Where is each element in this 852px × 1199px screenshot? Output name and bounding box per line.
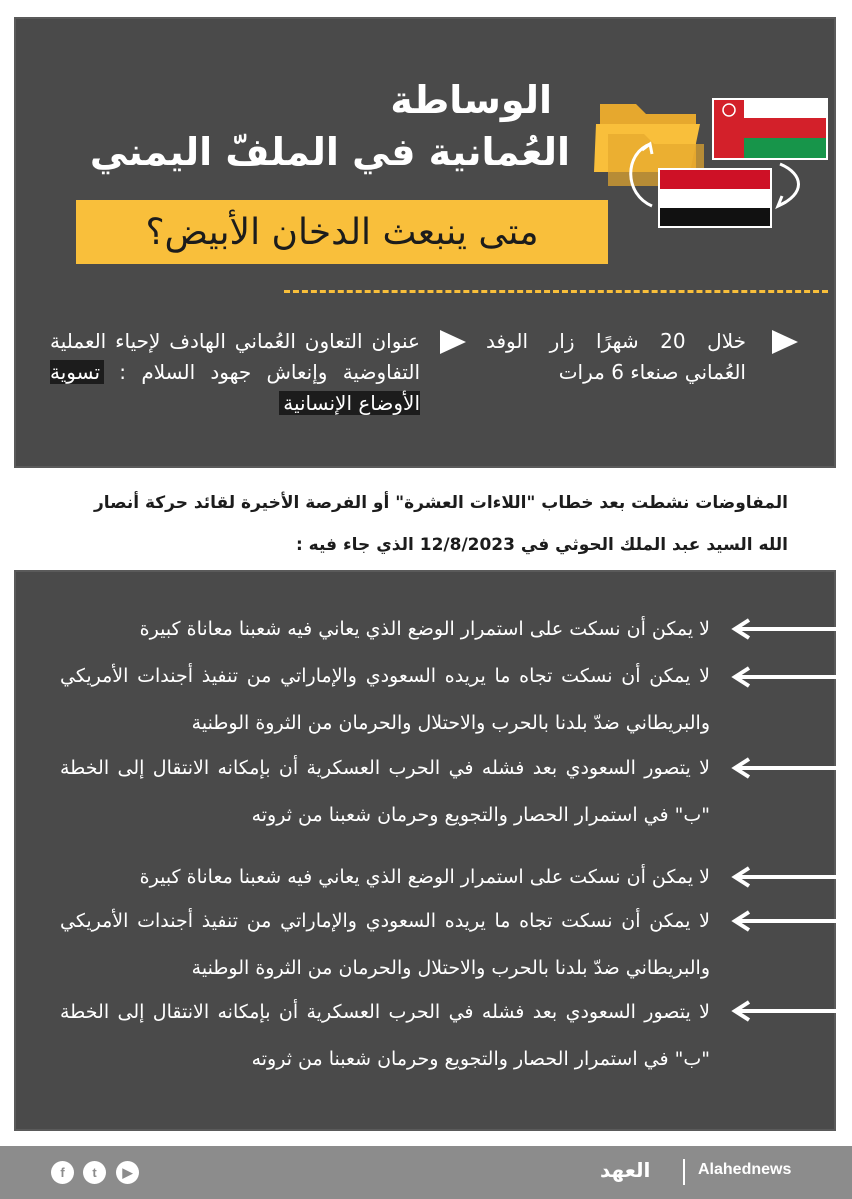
list-item: لا يمكن أن نسكت تجاه ما يريده السعودي والإماراتي من تنفيذ أجندات الأمريكي والبريطاني ضدّ بلدنا بالحرب والاحتلال والحرمان من الثروة الوطنية — [60, 665, 710, 734]
brand-name[interactable]: Alahednews — [698, 1161, 792, 1178]
page-subtitle: متى ينبعث الدخان الأبيض؟ — [76, 200, 608, 264]
list-item: لا يتصور السعودي بعد فشله في الحرب العسكرية أن بإمكانه الانتقال إلى الخطة "ب" في استمرار الحصار والتجويع وحرمان شعبنا من ثروته — [60, 1001, 710, 1070]
facebook-icon[interactable]: f — [51, 1161, 74, 1184]
header-illustration — [580, 74, 842, 234]
arrow-left-icon — [729, 757, 836, 779]
fact-cooperation — [50, 326, 420, 419]
brand-logo: العهد — [600, 1158, 651, 1182]
list-item: لا يتصور السعودي بعد فشله في الحرب العسكرية أن بإمكانه الانتقال إلى الخطة "ب" في استمرار الحصار والتجويع وحرمان شعبنا من ثروته — [60, 757, 710, 826]
page-title-line-2: العُمانية في الملفّ اليمني — [89, 130, 570, 174]
page-title-line-1: الوساطة — [390, 78, 552, 122]
yemen-flag-icon — [658, 168, 772, 228]
footer-bar — [0, 1146, 852, 1199]
chevron-left-icon — [772, 330, 798, 354]
fact-cooperation-text: عنوان التعاون العُماني الهادف لإحياء العملية التفاوضية وإنعاش جهود السلام : — [50, 329, 420, 384]
arrow-left-icon — [729, 618, 836, 640]
list-item: لا يمكن أن نسكت على استمرار الوضع الذي يعاني فيه شعبنا معاناة كبيرة — [139, 866, 710, 888]
dashed-divider — [284, 290, 828, 293]
youtube-icon[interactable]: ▶ — [116, 1161, 139, 1184]
arrow-left-icon — [729, 910, 836, 932]
list-item: لا يمكن أن نسكت على استمرار الوضع الذي يعاني فيه شعبنا معاناة كبيرة — [139, 618, 710, 640]
intro-text: المفاوضات نشطت بعد خطاب "اللاءات العشرة" أو الفرصة الأخيرة لقائد حركة أنصار الله السيد عبد الملك الحوثي في 12/8/2023 الذي جاء فيه : — [93, 493, 788, 555]
fact-visits: خلال 20 شهرًا زار الوفد العُماني صنعاء 6 مرات — [486, 329, 746, 384]
arrow-left-icon — [729, 1000, 836, 1022]
arrow-left-icon — [729, 666, 836, 688]
fact-cooperation-highlight: تسوية الأوضاع الإنسانية — [50, 360, 420, 415]
list-item: لا يمكن أن نسكت تجاه ما يريده السعودي والإماراتي من تنفيذ أجندات الأمريكي والبريطاني ضدّ بلدنا بالحرب والاحتلال والحرمان من الثروة الوطنية — [60, 910, 710, 979]
brand-separator — [683, 1159, 685, 1185]
oman-flag-icon — [712, 98, 828, 160]
twitter-icon[interactable]: t — [83, 1161, 106, 1184]
chevron-left-icon — [440, 330, 466, 354]
arrow-left-icon — [729, 866, 836, 888]
